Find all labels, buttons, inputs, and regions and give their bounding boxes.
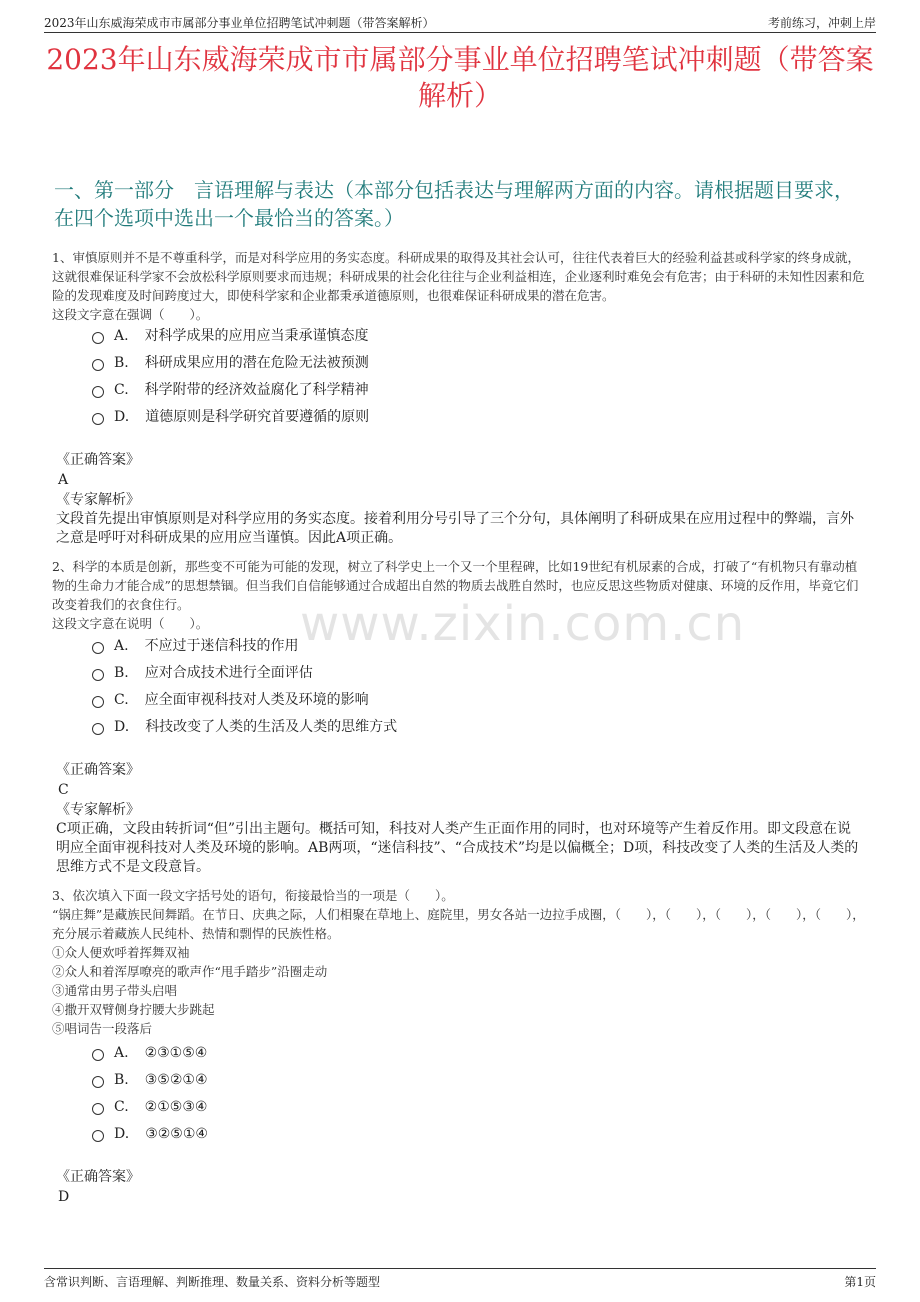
page-header: [44, 10, 876, 33]
page-number: 第1页: [844, 1275, 876, 1289]
option-c[interactable]: C. ②①⑤③④: [92, 1094, 208, 1121]
footer-note: 含常识判断、言语理解、判断推理、数量关系、资料分析等题型: [44, 1275, 381, 1289]
section-heading: 一、第一部分 言语理解与表达（本部分包括表达与理解两方面的内容。请根据题目要求，在四个选项中选出一个最恰当的答案。）: [54, 178, 854, 230]
option-a[interactable]: A. 对科学成果的应用应当秉承谨慎态度: [92, 323, 369, 350]
option-c[interactable]: C. 科学附带的经济效益腐化了科学精神: [92, 377, 369, 404]
header-doc-title: 2023年山东威海荣成市市属部分事业单位招聘笔试冲刺题（带答案解析）: [44, 16, 435, 30]
radio-icon[interactable]: [92, 696, 104, 708]
question-1: [52, 248, 868, 324]
radio-icon[interactable]: [92, 1049, 104, 1061]
answer-value: D: [58, 1189, 70, 1205]
option-d[interactable]: D. ③②⑤①④: [92, 1121, 208, 1148]
option-b[interactable]: B. ③⑤②①④: [92, 1067, 208, 1094]
radio-icon[interactable]: [92, 1103, 104, 1115]
question-stem: 2、科学的本质是创新，那些变不可能为可能的发现，树立了科学史上一个又一个里程碑，比如19世纪有机尿素的合成，打破了“有机物只有靠动植物的生命力才能合成”的思想禁锢。但当我们自信能够通过合成超出自然的物质去战胜自然时，也应反思这些物质对健康、环境的反作用，毕竟它们改变着我们的衣食住行。: [52, 559, 859, 612]
answer-label: 《正确答案》: [56, 1169, 140, 1185]
option-c[interactable]: C. 应全面审视科技对人类及环境的影响: [92, 687, 397, 714]
watermark: www.zixin.com.cn: [300, 596, 746, 652]
question-stem: 1、审慎原则并不是不尊重科学，而是对科学应用的务实态度。科研成果的取得及其社会认可，往往代表着巨大的经验利益甚或科学家的终身成就，这就很难保证科学家不会放松科学原则要求而违规；科研成果的社会化往往与企业利益相连，企业逐利时难免会有危害；由于科研的未知性因素和危险的发现难度及时间跨度过大，即使科学家和企业都秉承道德原则，也很难保证科研成果的潜在危害。: [52, 250, 865, 303]
item-2: ②众人和着浑厚嘹亮的歌声作“甩手踏步”沿圈走动: [52, 964, 328, 979]
item-5: ⑤唱词告一段落后: [52, 1021, 153, 1036]
analysis-text: C项正确，文段由转折词“但”引出主题句。概括可知，科技对人类产生正面作用的同时，也对环境等产生着反作用。即文段意在说明应全面审视科技对人类及环境的影响。AB两项，“迷信科技”、“合成技术”均是以偏概全；D项，科技改变了人类的生活及人类的思维方式不是文段意旨。: [56, 821, 859, 875]
analysis-text: 文段首先提出审慎原则是对科学应用的务实态度。接着利用分号引导了三个分句，具体阐明了科研成果在应用过程中的弊端，言外之意是呼吁对科研成果的应用应当谨慎。因此A项正确。: [56, 511, 854, 546]
answer-label: 《正确答案》: [56, 762, 140, 778]
question-prompt: 这段文字意在强调（ ）。: [52, 307, 209, 322]
radio-icon[interactable]: [92, 1076, 104, 1088]
answer-label: 《正确答案》: [56, 452, 140, 468]
radio-icon[interactable]: [92, 642, 104, 654]
radio-icon[interactable]: [92, 359, 104, 371]
option-d[interactable]: D. 科技改变了人类的生活及人类的思维方式: [92, 714, 397, 741]
radio-icon[interactable]: [92, 669, 104, 681]
radio-icon[interactable]: [92, 386, 104, 398]
item-4: ④撒开双臂侧身拧腰大步跳起: [52, 1002, 215, 1017]
option-d[interactable]: D. 道德原则是科学研究首要遵循的原则: [92, 404, 369, 431]
header-slogan: 考前练习，冲刺上岸: [767, 16, 876, 30]
question-2-options: [92, 633, 397, 741]
question-1-answer: [56, 450, 864, 548]
item-3: ③通常由男子带头启唱: [52, 983, 178, 998]
question-stem: 3、依次填入下面一段文字括号处的语句，衔接最恰当的一项是（ ）。: [52, 888, 454, 903]
question-3-answer: [56, 1167, 864, 1207]
question-2-answer: [56, 760, 864, 877]
page-footer: [44, 1268, 876, 1293]
radio-icon[interactable]: [92, 413, 104, 425]
analysis-label: 《专家解析》: [56, 802, 140, 818]
question-passage: “锅庄舞”是藏族民间舞蹈。在节日、庆典之际，人们相聚在草地上、庭院里，男女各站一边拉手成圈，（ ），（ ），（ ），（ ），（ ），充分展示着藏族人民纯朴、热情和剽悍的民族性格。: [52, 907, 865, 941]
radio-icon[interactable]: [92, 1130, 104, 1142]
question-3: [52, 886, 868, 1038]
page-title: 2023年山东威海荣成市市属部分事业单位招聘笔试冲刺题（带答案解析）: [46, 43, 874, 112]
option-b[interactable]: B. 科研成果应用的潜在危险无法被预测: [92, 350, 369, 377]
question-1-options: [92, 323, 369, 431]
question-prompt: 这段文字意在说明（ ）。: [52, 616, 209, 631]
item-1: ①众人便欢呼着挥舞双袖: [52, 945, 190, 960]
option-a[interactable]: A. 不应过于迷信科技的作用: [92, 633, 397, 660]
option-b[interactable]: B. 应对合成技术进行全面评估: [92, 660, 397, 687]
answer-value: C: [58, 782, 69, 798]
question-2: [52, 557, 868, 633]
analysis-label: 《专家解析》: [56, 492, 140, 508]
question-3-options: [92, 1040, 208, 1148]
option-a[interactable]: A. ②③①⑤④: [92, 1040, 208, 1067]
radio-icon[interactable]: [92, 332, 104, 344]
answer-value: A: [58, 472, 69, 488]
radio-icon[interactable]: [92, 723, 104, 735]
